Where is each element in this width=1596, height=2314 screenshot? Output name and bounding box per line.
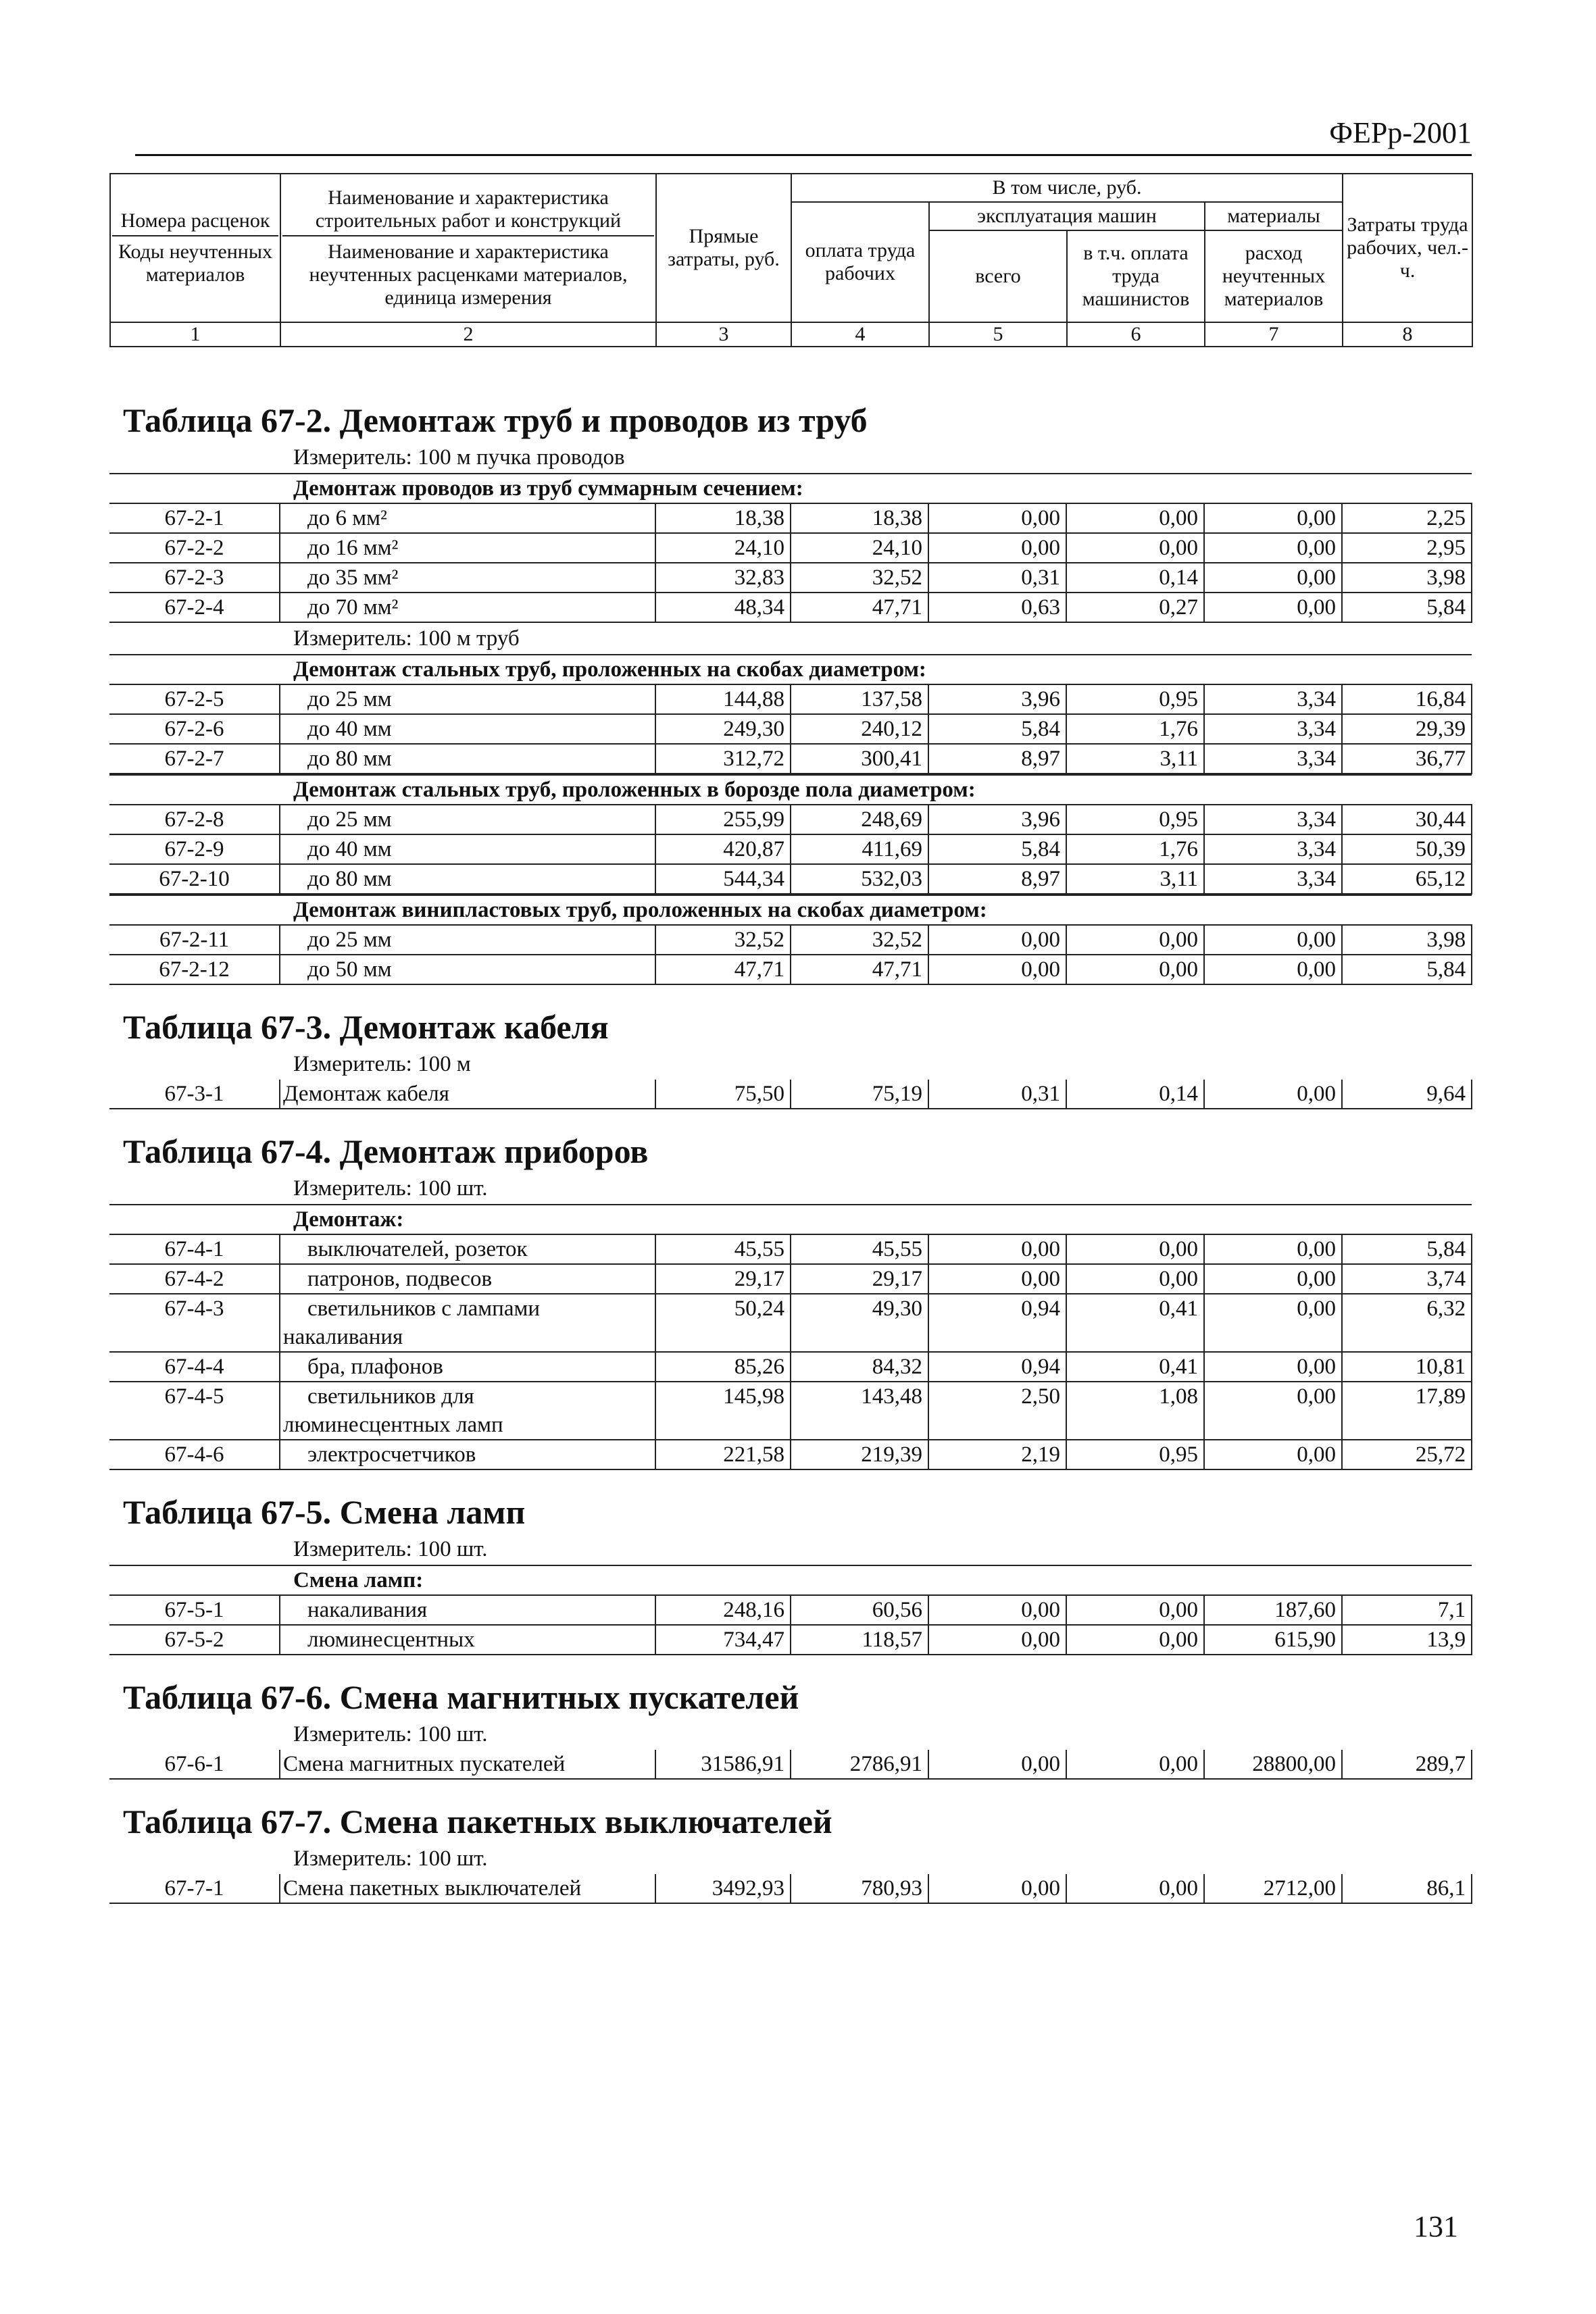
value-cell: 48,34 [655, 593, 791, 622]
value-cell: 0,00 [928, 503, 1066, 533]
column-number: 4 [791, 322, 929, 347]
table-row [109, 1874, 1472, 1903]
table-row [109, 1595, 1472, 1625]
col8-header: Затраты труда рабочих, чел.-ч. [1343, 174, 1472, 322]
col6-header: в т.ч. оплата труда машинистов [1067, 230, 1205, 322]
col5-header: всего [929, 230, 1067, 322]
value-cell: 75,19 [791, 1080, 928, 1109]
value-cell: 137,58 [791, 684, 928, 714]
work-name: до 80 мм [280, 744, 655, 774]
table-block [109, 1130, 1472, 1470]
value-cell: 32,52 [791, 925, 928, 955]
value-cell: 0,00 [928, 1625, 1066, 1655]
document-header [135, 115, 1472, 156]
col-codes-header [110, 174, 280, 322]
value-cell: 411,69 [791, 834, 928, 864]
work-name: до 25 мм [280, 925, 655, 955]
rates-table [109, 473, 1472, 623]
col7-header: расход неучтенных материалов [1205, 230, 1343, 322]
rate-code: 67-4-2 [109, 1264, 280, 1294]
value-cell: 47,71 [791, 593, 928, 622]
work-name: до 70 мм² [280, 593, 655, 622]
col2-top: Наименование и характеристика строительных работ и конструкций [282, 186, 654, 236]
value-cell: 734,47 [655, 1625, 791, 1655]
rates-table [109, 1750, 1472, 1780]
value-cell: 29,39 [1342, 714, 1472, 744]
rate-code: 67-2-10 [109, 864, 280, 894]
table-title: Таблица 67-6. Смена магнитных пускателей [123, 1678, 799, 1716]
value-cell: 0,00 [1204, 1234, 1342, 1264]
column-number: 3 [656, 322, 791, 347]
value-cell: 420,87 [655, 834, 791, 864]
table-row [109, 834, 1472, 864]
rate-code: 67-4-5 [109, 1382, 280, 1440]
value-cell: 24,10 [655, 533, 791, 563]
value-cell: 0,00 [1204, 503, 1342, 533]
rate-code: 67-2-2 [109, 533, 280, 563]
table-row [109, 1264, 1472, 1294]
value-cell: 0,00 [1066, 1625, 1204, 1655]
value-cell: 49,30 [791, 1294, 928, 1352]
rate-code: 67-7-1 [109, 1874, 280, 1903]
value-cell: 0,14 [1066, 1080, 1204, 1109]
value-cell: 3,34 [1204, 684, 1342, 714]
value-cell: 0,41 [1066, 1352, 1204, 1382]
value-cell: 47,71 [791, 955, 928, 984]
rate-code: 67-2-1 [109, 503, 280, 533]
rate-code: 67-4-6 [109, 1440, 280, 1469]
work-name-line-2: накаливания [283, 1325, 403, 1349]
document-code: ФЕРр-2001 [1329, 116, 1472, 149]
value-cell: 240,12 [791, 714, 928, 744]
value-cell: 3,98 [1342, 925, 1472, 955]
rates-table [109, 1204, 1472, 1470]
value-cell: 3,96 [928, 805, 1066, 834]
column-numbers-row [110, 322, 1472, 347]
value-cell: 0,00 [1204, 563, 1342, 593]
rate-code: 67-6-1 [109, 1750, 280, 1779]
value-cell: 0,00 [928, 1595, 1066, 1625]
section-subtitle-row [109, 775, 1472, 805]
table-row [109, 955, 1472, 984]
value-cell: 2712,00 [1204, 1874, 1342, 1903]
value-cell: 3,34 [1204, 864, 1342, 894]
rate-code: 67-2-11 [109, 925, 280, 955]
value-cell: 10,81 [1342, 1352, 1472, 1382]
section-subtitle-row [109, 474, 1472, 503]
section-subtitle: Демонтаж стальных труб, проложенных в борозде пола диаметром: [109, 775, 1472, 805]
value-cell: 5,84 [928, 834, 1066, 864]
table-row [109, 1750, 1472, 1779]
work-name: до 25 мм [280, 805, 655, 834]
unit-of-measure: Измеритель: 100 шт. [293, 1537, 488, 1561]
value-cell: 13,9 [1342, 1625, 1472, 1655]
value-cell: 3,98 [1342, 563, 1472, 593]
page-number: 131 [1414, 2210, 1458, 2243]
value-cell: 0,00 [928, 533, 1066, 563]
value-cell: 0,00 [1066, 1264, 1204, 1294]
value-cell: 544,34 [655, 864, 791, 894]
work-name: до 40 мм [280, 834, 655, 864]
table-row [109, 744, 1472, 774]
table-title: Таблица 67-2. Демонтаж труб и проводов из труб [123, 401, 868, 439]
value-cell: 0,00 [928, 1750, 1066, 1779]
value-cell: 32,83 [655, 563, 791, 593]
work-name: накаливания [280, 1595, 655, 1625]
value-cell: 36,77 [1342, 744, 1472, 774]
value-cell: 2,50 [928, 1382, 1066, 1440]
rate-code: 67-2-3 [109, 563, 280, 593]
table-title: Таблица 67-7. Смена пакетных выключателей [123, 1803, 832, 1840]
table-title: Таблица 67-3. Демонтаж кабеля [123, 1008, 609, 1046]
work-name: Смена пакетных выключателей [280, 1874, 655, 1903]
value-cell: 532,03 [791, 864, 928, 894]
unit-of-measure: Измеритель: 100 шт. [293, 1176, 488, 1201]
work-name: до 35 мм² [280, 563, 655, 593]
column-number: 6 [1067, 322, 1205, 347]
section-subtitle: Демонтаж стальных труб, проложенных на скобах диаметром: [109, 655, 1472, 684]
value-cell: 0,00 [1066, 1874, 1204, 1903]
value-cell: 0,00 [1204, 1294, 1342, 1352]
table-row [109, 593, 1472, 622]
value-cell: 5,84 [1342, 1234, 1472, 1264]
value-cell: 312,72 [655, 744, 791, 774]
value-cell: 0,00 [928, 1264, 1066, 1294]
value-cell: 18,38 [791, 503, 928, 533]
value-cell: 75,50 [655, 1080, 791, 1109]
value-cell: 249,30 [655, 714, 791, 744]
work-name: выключателей, розеток [280, 1234, 655, 1264]
value-cell: 1,76 [1066, 714, 1204, 744]
value-cell: 3,74 [1342, 1264, 1472, 1294]
section-subtitle-row [109, 655, 1472, 684]
work-name: до 50 мм [280, 955, 655, 984]
value-cell: 0,00 [1204, 533, 1342, 563]
value-cell: 85,26 [655, 1352, 791, 1382]
value-cell: 2786,91 [791, 1750, 928, 1779]
unit-of-measure: Измеритель: 100 м [293, 1052, 471, 1076]
rates-table [109, 1874, 1472, 1904]
value-cell: 3,11 [1066, 744, 1204, 774]
value-cell: 32,52 [655, 925, 791, 955]
column-number: 2 [280, 322, 656, 347]
value-cell: 0,00 [928, 925, 1066, 955]
value-cell: 0,00 [1066, 1750, 1204, 1779]
work-name: электросчетчиков [280, 1440, 655, 1469]
value-cell: 25,72 [1342, 1440, 1472, 1469]
value-cell: 29,17 [791, 1264, 928, 1294]
value-cell: 0,00 [928, 955, 1066, 984]
unit-of-measure: Измеритель: 100 шт. [293, 1846, 488, 1871]
value-cell: 3,34 [1204, 714, 1342, 744]
value-cell: 3492,93 [655, 1874, 791, 1903]
value-cell: 0,95 [1066, 1440, 1204, 1469]
value-cell: 8,97 [928, 744, 1066, 774]
value-cell: 3,34 [1204, 834, 1342, 864]
table-block [109, 399, 1472, 985]
value-cell: 615,90 [1204, 1625, 1342, 1655]
value-cell: 50,39 [1342, 834, 1472, 864]
column-number: 1 [110, 322, 280, 347]
value-cell: 0,00 [1066, 1595, 1204, 1625]
value-cell: 0,95 [1066, 684, 1204, 714]
work-name: до 40 мм [280, 714, 655, 744]
value-cell: 45,55 [655, 1234, 791, 1264]
value-cell: 31586,91 [655, 1750, 791, 1779]
value-cell: 47,71 [655, 955, 791, 984]
rates-table [109, 1565, 1472, 1655]
work-name: до 80 мм [280, 864, 655, 894]
table-row [109, 1234, 1472, 1264]
value-cell: 1,08 [1066, 1382, 1204, 1440]
rates-table [109, 774, 1472, 895]
table-block [109, 1005, 1472, 1109]
value-cell: 84,32 [791, 1352, 928, 1382]
value-cell: 0,31 [928, 1080, 1066, 1109]
value-cell: 0,00 [1204, 1440, 1342, 1469]
column-header-table [109, 173, 1473, 347]
value-cell: 0,14 [1066, 563, 1204, 593]
table-row [109, 503, 1472, 533]
section-subtitle: Демонтаж: [109, 1205, 1472, 1234]
value-cell: 29,17 [655, 1264, 791, 1294]
col3-header: Прямые затраты, руб. [656, 174, 791, 322]
column-number: 5 [929, 322, 1067, 347]
table-row [109, 1294, 1472, 1352]
value-cell: 3,34 [1204, 805, 1342, 834]
work-name: патронов, подвесов [280, 1264, 655, 1294]
tables-container [109, 378, 1472, 1904]
table-row [109, 805, 1472, 834]
rate-code: 67-5-2 [109, 1625, 280, 1655]
col4-header: оплата труда рабочих [791, 202, 929, 322]
value-cell: 60,56 [791, 1595, 928, 1625]
work-name: бра, плафонов [280, 1352, 655, 1382]
unit-of-measure: Измеритель: 100 м труб [293, 626, 520, 651]
unit-of-measure: Измеритель: 100 м пучка проводов [293, 445, 625, 470]
rate-code: 67-4-3 [109, 1294, 280, 1352]
rates-table [109, 895, 1472, 985]
value-cell: 144,88 [655, 684, 791, 714]
rate-code: 67-2-4 [109, 593, 280, 622]
value-cell: 7,1 [1342, 1595, 1472, 1625]
table-row [109, 1625, 1472, 1655]
value-cell: 3,34 [1204, 744, 1342, 774]
rates-table [109, 1080, 1472, 1109]
value-cell: 0,00 [1204, 1382, 1342, 1440]
work-name-line-1: светильников для [307, 1384, 474, 1409]
value-cell: 16,84 [1342, 684, 1472, 714]
table-row [109, 714, 1472, 744]
section-subtitle: Смена ламп: [109, 1565, 1472, 1595]
value-cell: 30,44 [1342, 805, 1472, 834]
table-block [109, 1800, 1472, 1904]
table-block [109, 1676, 1472, 1780]
materials-header: материалы [1205, 202, 1343, 230]
value-cell: 0,00 [1204, 925, 1342, 955]
value-cell: 1,76 [1066, 834, 1204, 864]
value-cell: 0,00 [1204, 593, 1342, 622]
section-subtitle-row [109, 1205, 1472, 1234]
rate-code: 67-2-7 [109, 744, 280, 774]
col-names-header [280, 174, 656, 322]
value-cell: 5,84 [928, 714, 1066, 744]
value-cell: 219,39 [791, 1440, 928, 1469]
column-number: 7 [1205, 322, 1343, 347]
value-cell: 221,58 [655, 1440, 791, 1469]
value-cell: 5,84 [1342, 593, 1472, 622]
value-cell: 248,69 [791, 805, 928, 834]
col1-top: Номера расценок [112, 209, 278, 236]
value-cell: 6,32 [1342, 1294, 1472, 1352]
value-cell: 0,00 [1204, 1080, 1342, 1109]
value-cell: 0,94 [928, 1294, 1066, 1352]
value-cell: 65,12 [1342, 864, 1472, 894]
value-cell: 18,38 [655, 503, 791, 533]
value-cell: 0,00 [1066, 955, 1204, 984]
value-cell: 248,16 [655, 1595, 791, 1625]
rate-code: 67-3-1 [109, 1080, 280, 1109]
table-title: Таблица 67-4. Демонтаж приборов [123, 1132, 649, 1170]
unit-of-measure: Измеритель: 100 шт. [293, 1722, 488, 1746]
value-cell: 0,00 [1204, 1264, 1342, 1294]
value-cell: 0,00 [1204, 955, 1342, 984]
work-name: до 6 мм² [280, 503, 655, 533]
value-cell: 2,25 [1342, 503, 1472, 533]
including-header: В том числе, руб. [791, 174, 1343, 202]
section-subtitle-row [109, 1565, 1472, 1595]
section-subtitle: Демонтаж проводов из труб суммарным сечением: [109, 474, 1472, 503]
col2-bottom: Наименование и характеристика неучтенных расценками материалов, единица измерения [309, 241, 628, 309]
table-row [109, 1080, 1472, 1109]
value-cell: 780,93 [791, 1874, 928, 1903]
value-cell: 8,97 [928, 864, 1066, 894]
rate-code: 67-4-4 [109, 1352, 280, 1382]
value-cell: 9,64 [1342, 1080, 1472, 1109]
value-cell: 0,00 [928, 1874, 1066, 1903]
table-row [109, 1382, 1472, 1440]
value-cell: 5,84 [1342, 955, 1472, 984]
value-cell: 0,00 [1066, 1234, 1204, 1264]
work-name-line-2: люминесцентных ламп [283, 1413, 503, 1437]
value-cell: 143,48 [791, 1382, 928, 1440]
table-row [109, 1440, 1472, 1469]
column-number: 8 [1343, 322, 1472, 347]
value-cell: 187,60 [1204, 1595, 1342, 1625]
value-cell: 50,24 [655, 1294, 791, 1352]
value-cell: 2,95 [1342, 533, 1472, 563]
value-cell: 0,00 [1066, 503, 1204, 533]
work-name [280, 1382, 655, 1440]
work-name: до 16 мм² [280, 533, 655, 563]
value-cell: 86,1 [1342, 1874, 1472, 1903]
rate-code: 67-2-9 [109, 834, 280, 864]
value-cell: 2,19 [928, 1440, 1066, 1469]
value-cell: 3,11 [1066, 864, 1204, 894]
value-cell: 3,96 [928, 684, 1066, 714]
value-cell: 0,31 [928, 563, 1066, 593]
rate-code: 67-2-5 [109, 684, 280, 714]
value-cell: 17,89 [1342, 1382, 1472, 1440]
value-cell: 28800,00 [1204, 1750, 1342, 1779]
table-title: Таблица 67-5. Смена ламп [123, 1493, 526, 1531]
value-cell: 289,7 [1342, 1750, 1472, 1779]
value-cell: 0,00 [1066, 533, 1204, 563]
rates-table [109, 654, 1472, 774]
table-row [109, 533, 1472, 563]
machines-header: эксплуатация машин [929, 202, 1205, 230]
rate-code: 67-2-12 [109, 955, 280, 984]
work-name: Смена магнитных пускателей [280, 1750, 655, 1779]
value-cell: 0,95 [1066, 805, 1204, 834]
value-cell: 24,10 [791, 533, 928, 563]
table-row [109, 684, 1472, 714]
value-cell: 300,41 [791, 744, 928, 774]
work-name [280, 1294, 655, 1352]
value-cell: 0,41 [1066, 1294, 1204, 1352]
work-name-line-1: светильников с лампами [307, 1297, 541, 1321]
value-cell: 0,00 [928, 1234, 1066, 1264]
rate-code: 67-2-6 [109, 714, 280, 744]
table-row [109, 563, 1472, 593]
col1-bottom: Коды неучтенных материалов [118, 241, 272, 286]
rate-code: 67-5-1 [109, 1595, 280, 1625]
value-cell: 0,00 [1066, 925, 1204, 955]
work-name: люминесцентных [280, 1625, 655, 1655]
table-row [109, 925, 1472, 955]
value-cell: 0,27 [1066, 593, 1204, 622]
table-block [109, 1490, 1472, 1655]
value-cell: 255,99 [655, 805, 791, 834]
value-cell: 0,63 [928, 593, 1066, 622]
table-row [109, 864, 1472, 894]
work-name: Демонтаж кабеля [280, 1080, 655, 1109]
rate-code: 67-2-8 [109, 805, 280, 834]
value-cell: 0,94 [928, 1352, 1066, 1382]
section-subtitle-row [109, 895, 1472, 925]
value-cell: 145,98 [655, 1382, 791, 1440]
value-cell: 118,57 [791, 1625, 928, 1655]
value-cell: 0,00 [1204, 1352, 1342, 1382]
section-subtitle: Демонтаж винипластовых труб, проложенных на скобах диаметром: [109, 895, 1472, 925]
value-cell: 32,52 [791, 563, 928, 593]
rate-code: 67-4-1 [109, 1234, 280, 1264]
table-row [109, 1352, 1472, 1382]
work-name: до 25 мм [280, 684, 655, 714]
value-cell: 45,55 [791, 1234, 928, 1264]
